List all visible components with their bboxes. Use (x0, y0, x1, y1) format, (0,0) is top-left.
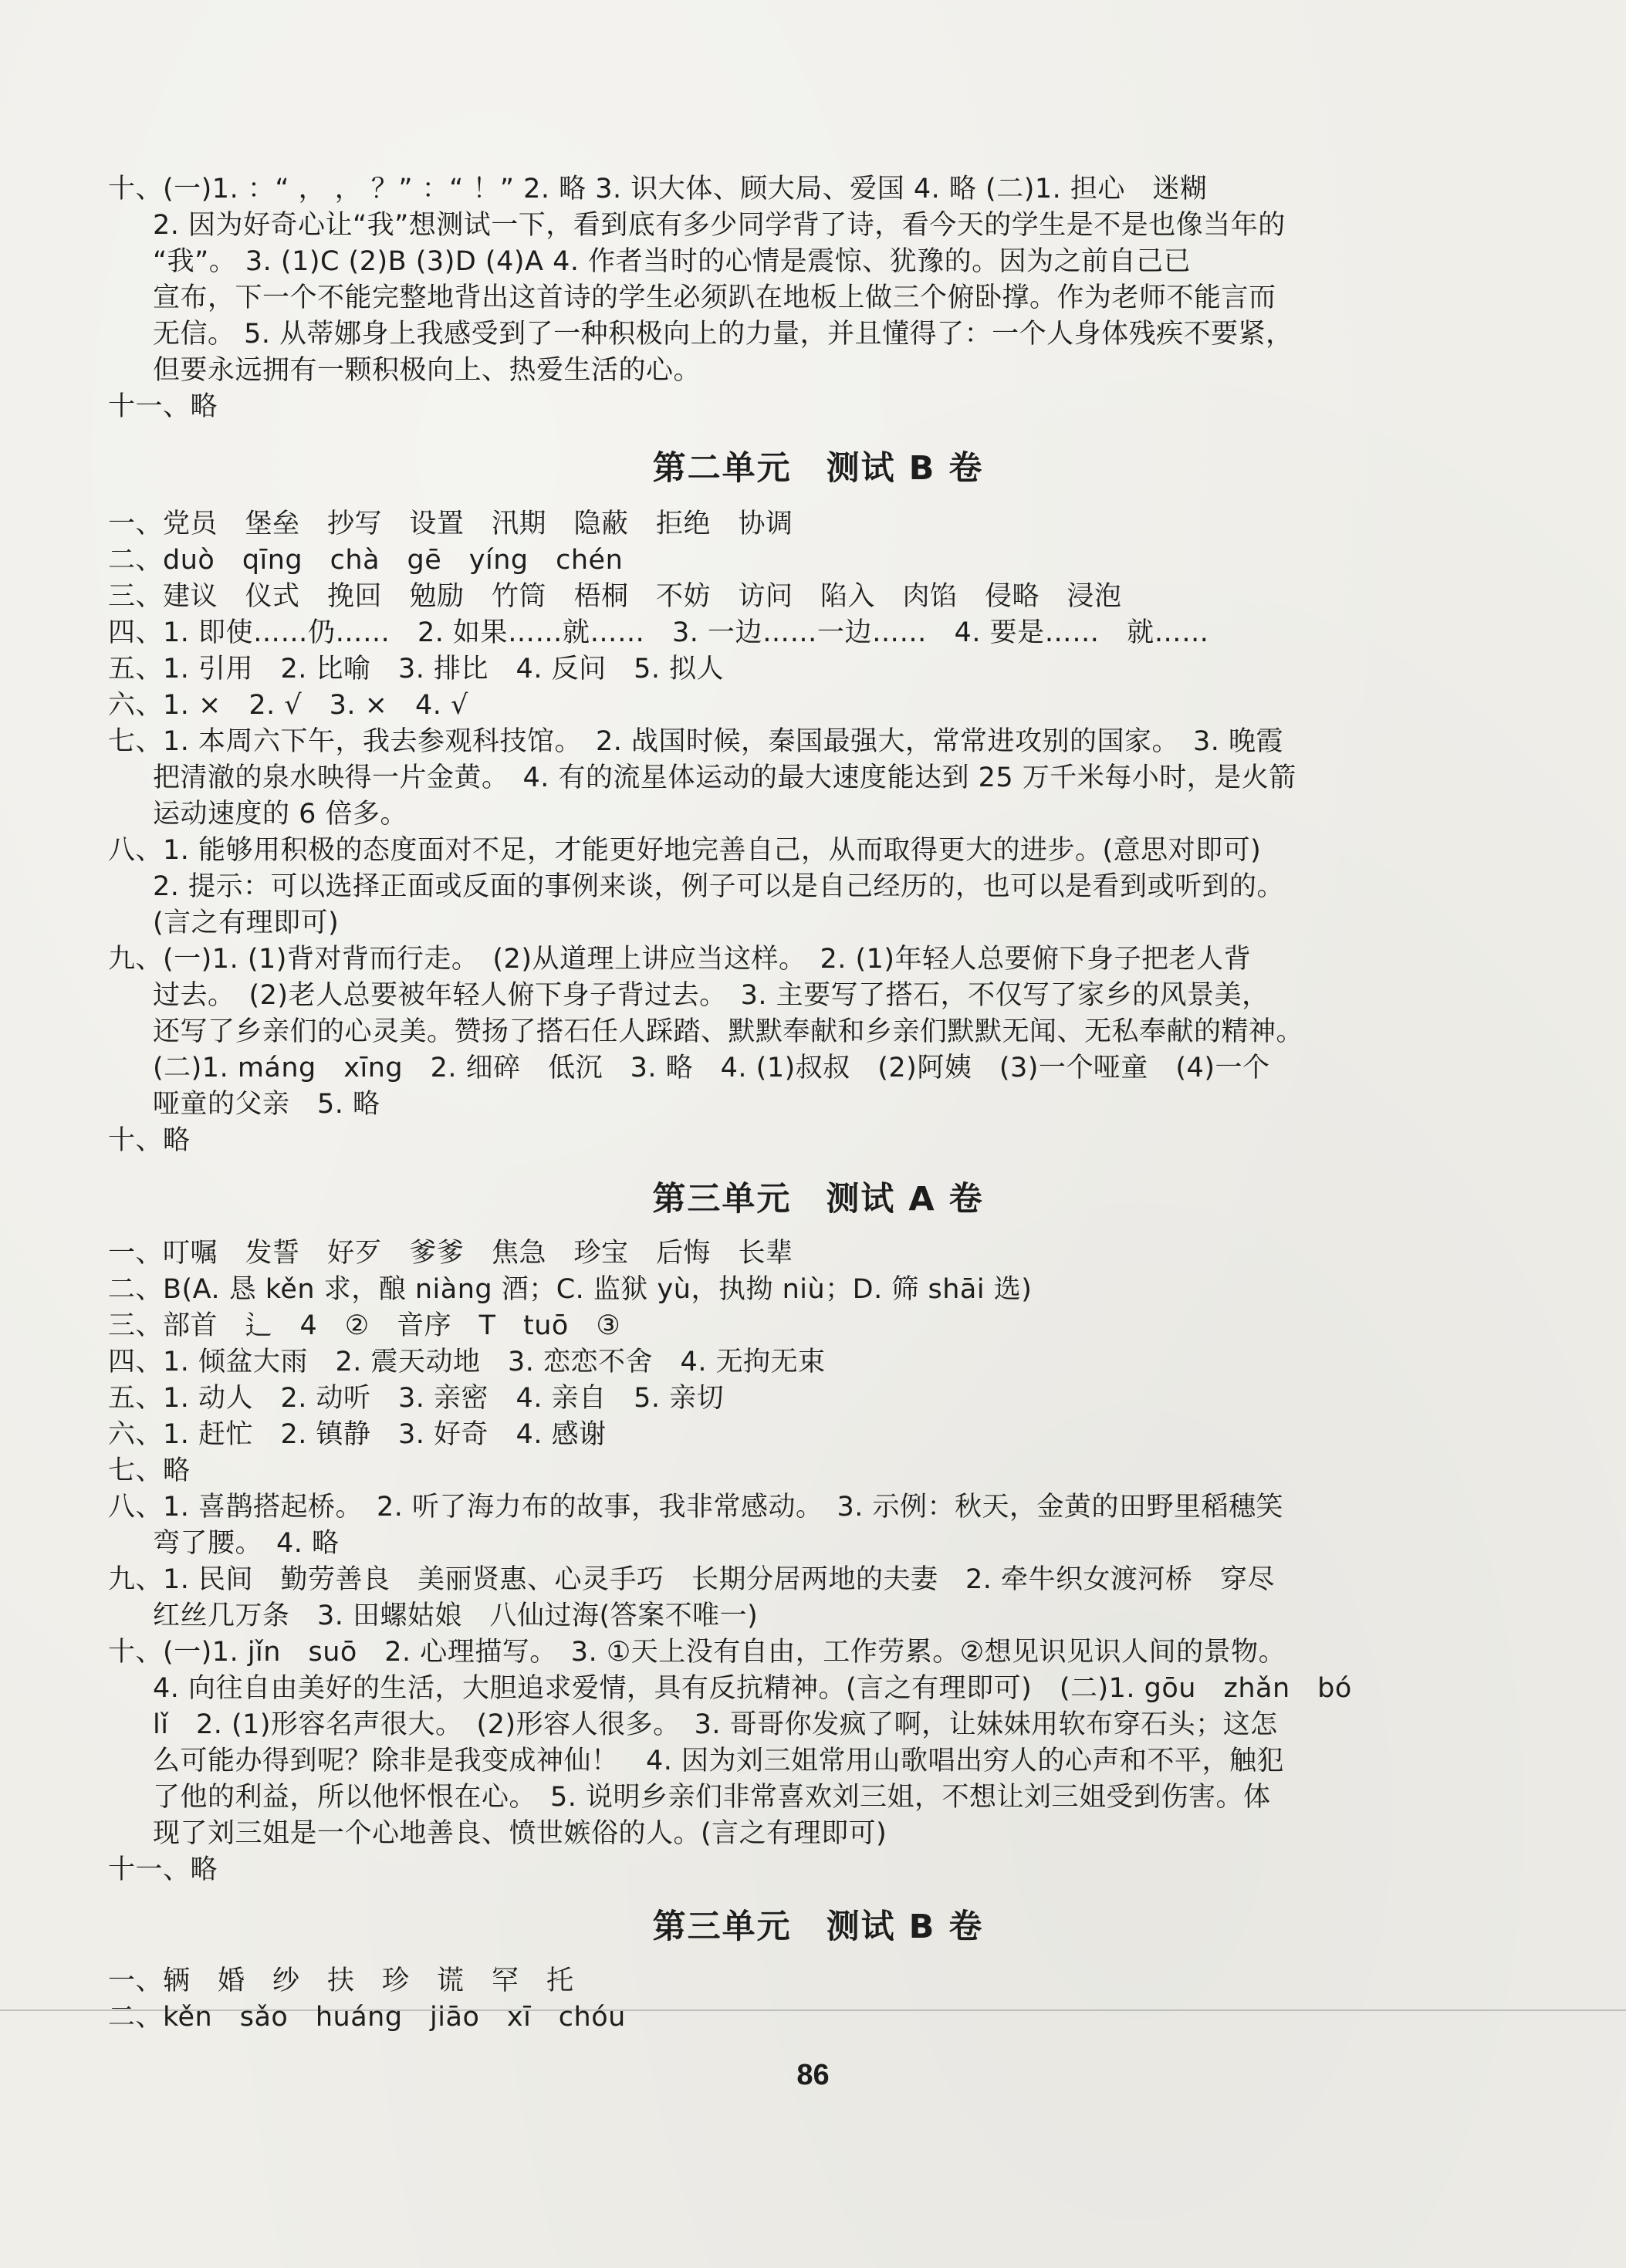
answer-line: 过去。 (2)老人总要被年轻人俯下身子背过去。 3. 主要写了搭石，不仅写了家乡的风景美， (153, 980, 1269, 1011)
answer-line: 把清澈的泉水映得一片金黄。 4. 有的流星体运动的最大速度能达到 25 万千米每小时，是火箭 (153, 762, 1296, 793)
answer-line: 么可能办得到呢？除非是我变成神仙！ 4. 因为刘三姐常用山歌唱出穷人的心声和不平，触犯 (153, 1746, 1285, 1776)
answer-line: 八、1. 能够用积极的态度面对不足，才能更好地完善自己，从而取得更大的进步。(意思对即可) (108, 835, 1262, 866)
answer-line: 二、kěn sǎo huáng jiāo xī chóu (108, 2002, 626, 2033)
section-title-unit3-test-b: 第三单元 测试 B 卷 (652, 1908, 984, 1946)
section-title-unit2-test-b: 第二单元 测试 B 卷 (652, 449, 984, 488)
answer-line: 四、1. 倾盆大雨 2. 震天动地 3. 恋恋不舍 4. 无拘无束 (108, 1347, 826, 1377)
answer-line: 九、(一)1. (1)背对背而行走。 (2)从道理上讲应当这样。 2. (1)年轻人总要俯下身子把老人背 (108, 944, 1252, 975)
section-title-unit3-test-a: 第三单元 测试 A 卷 (652, 1180, 984, 1219)
answer-line: 哑童的父亲 5. 略 (153, 1089, 380, 1120)
answer-line: 二、duò qīng chà gē yíng chén (108, 545, 624, 576)
answer-line: (二)1. máng xīng 2. 细碎 低沉 3. 略 4. (1)叔叔 (2)阿姨 (3)一个哑童 (4)一个 (153, 1053, 1270, 1083)
section-1-continuation (108, 171, 1528, 425)
answer-line: 无信。 5. 从蒂娜身上我感受到了一种积极向上的力量，并且懂得了：一个人身体残疾不要紧， (153, 319, 1293, 350)
answer-line: 四、1. 即使……仍…… 2. 如果……就…… 3. 一边……一边…… 4. 要是…… 就…… (108, 617, 1209, 648)
answer-line: 4. 向往自由美好的生活，大胆追求爱情，具有反抗精神。(言之有理即可) (二)1. gōu zhǎn bó (153, 1673, 1352, 1704)
answer-line: 七、1. 本周六下午，我去参观科技馆。 2. 战国时候，秦国最强大，常常进攻别的国家。 3. 晚霞 (108, 726, 1284, 757)
answer-line: 弯了腰。 4. 略 (153, 1528, 340, 1559)
answer-line: 七、略 (108, 1455, 191, 1486)
answer-line: 了他的利益，所以他怀恨在心。 5. 说明乡亲们非常喜欢刘三姐，不想让刘三姐受到伤害。体 (153, 1782, 1271, 1813)
answer-line: 八、1. 喜鹊搭起桥。 2. 听了海力布的故事，我非常感动。 3. 示例：秋天，金黄的田野里稻穗笑 (108, 1492, 1284, 1523)
answer-line: 宣布，下一个不能完整地背出这首诗的学生必须趴在地板上做三个俯卧撑。作为老师不能言而 (153, 282, 1276, 313)
answer-line: 九、1. 民间 勤劳善良 美丽贤惠、心灵手巧 长期分居两地的夫妻 2. 牵牛织女渡河桥 穿尽 (108, 1564, 1276, 1595)
answer-line: 五、1. 引用 2. 比喻 3. 排比 4. 反问 5. 拟人 (108, 654, 725, 684)
answer-line: 三、部首 ⻍ 4 ② 音序 T tuō ③ (108, 1310, 621, 1341)
answer-line: 一、辆 婚 纱 扶 珍 谎 罕 托 (108, 1965, 574, 1996)
section-unit3-test-a (108, 1235, 1528, 1888)
answer-line: 十、略 (108, 1125, 191, 1156)
answer-line: 二、B(A. 恳 kěn 求，酿 niàng 酒；C. 监狱 yù，执拗 niù；D. 筛 shāi 选) (108, 1274, 1033, 1305)
answer-line: 还写了乡亲们的心灵美。赞扬了搭石任人踩踏、默默奉献和乡亲们默默无闻、无私奉献的精神。 (153, 1016, 1304, 1047)
answer-line: 一、党员 堡垒 抄写 设置 汛期 隐蔽 拒绝 协调 (108, 509, 793, 539)
answer-line: 运动速度的 6 倍多。 (153, 799, 408, 830)
page-number: 86 (796, 2059, 830, 2091)
section-unit2-test-b (108, 506, 1528, 1159)
answer-line: 十、(一)1. jǐn suō 2. 心理描写。 3. ①天上没有自由，工作劳累。②想见识见识人间的景物。 (108, 1637, 1286, 1668)
answer-line: 2. 提示：可以选择正面或反面的事例来谈，例子可以是自己经历的，也可以是看到或听到的。 (153, 871, 1285, 902)
answer-line: 六、1. 赶忙 2. 镇静 3. 好奇 4. 感谢 (108, 1419, 607, 1450)
answer-line: (言之有理即可) (153, 908, 340, 938)
answer-line: 十、(一)1. ：“ ， ， ？” ：“ ！” 2. 略 3. 识大体、顾大局、爱国 4. 略 (二)1. 担心 迷糊 (108, 174, 1208, 204)
answer-line: lǐ 2. (1)形容名声很大。 (2)形容人很多。 3. 哥哥你发疯了啊，让妹妹用软布穿石头；这怎 (153, 1709, 1278, 1740)
answer-line: 五、1. 动人 2. 动听 3. 亲密 4. 亲自 5. 亲切 (108, 1383, 725, 1414)
answer-line: 十一、略 (108, 391, 218, 422)
answer-line: 十一、略 (108, 1854, 218, 1885)
answer-line: 六、1. × 2. √ 3. × 4. √ (108, 690, 468, 721)
answer-line: 红丝几万条 3. 田螺姑娘 八仙过海(答案不唯一) (153, 1600, 759, 1631)
answer-line: 三、建议 仪式 挽回 勉励 竹筒 梧桐 不妨 访问 陷入 肉馅 侵略 浸泡 (108, 581, 1122, 612)
answer-line: 2. 因为好奇心让“我”想测试一下，看到底有多少同学背了诗，看今天的学生是不是也像当年的 (153, 210, 1286, 241)
answer-content (108, 171, 1528, 2036)
answer-line: 一、叮嘱 发誓 好歹 爹爹 焦急 珍宝 后悔 长辈 (108, 1238, 793, 1269)
answer-line: 现了刘三姐是一个心地善良、愤世嫉俗的人。(言之有理即可) (153, 1818, 887, 1849)
answer-line: “我”。 3. (1)C (2)B (3)D (4)A 4. 作者当时的心情是震惊、犹豫的。因为之前自己已 (153, 246, 1192, 277)
answer-line: 但要永远拥有一颗积极向上、热爱生活的心。 (153, 355, 701, 386)
section-unit3-test-b (108, 1963, 1528, 2036)
